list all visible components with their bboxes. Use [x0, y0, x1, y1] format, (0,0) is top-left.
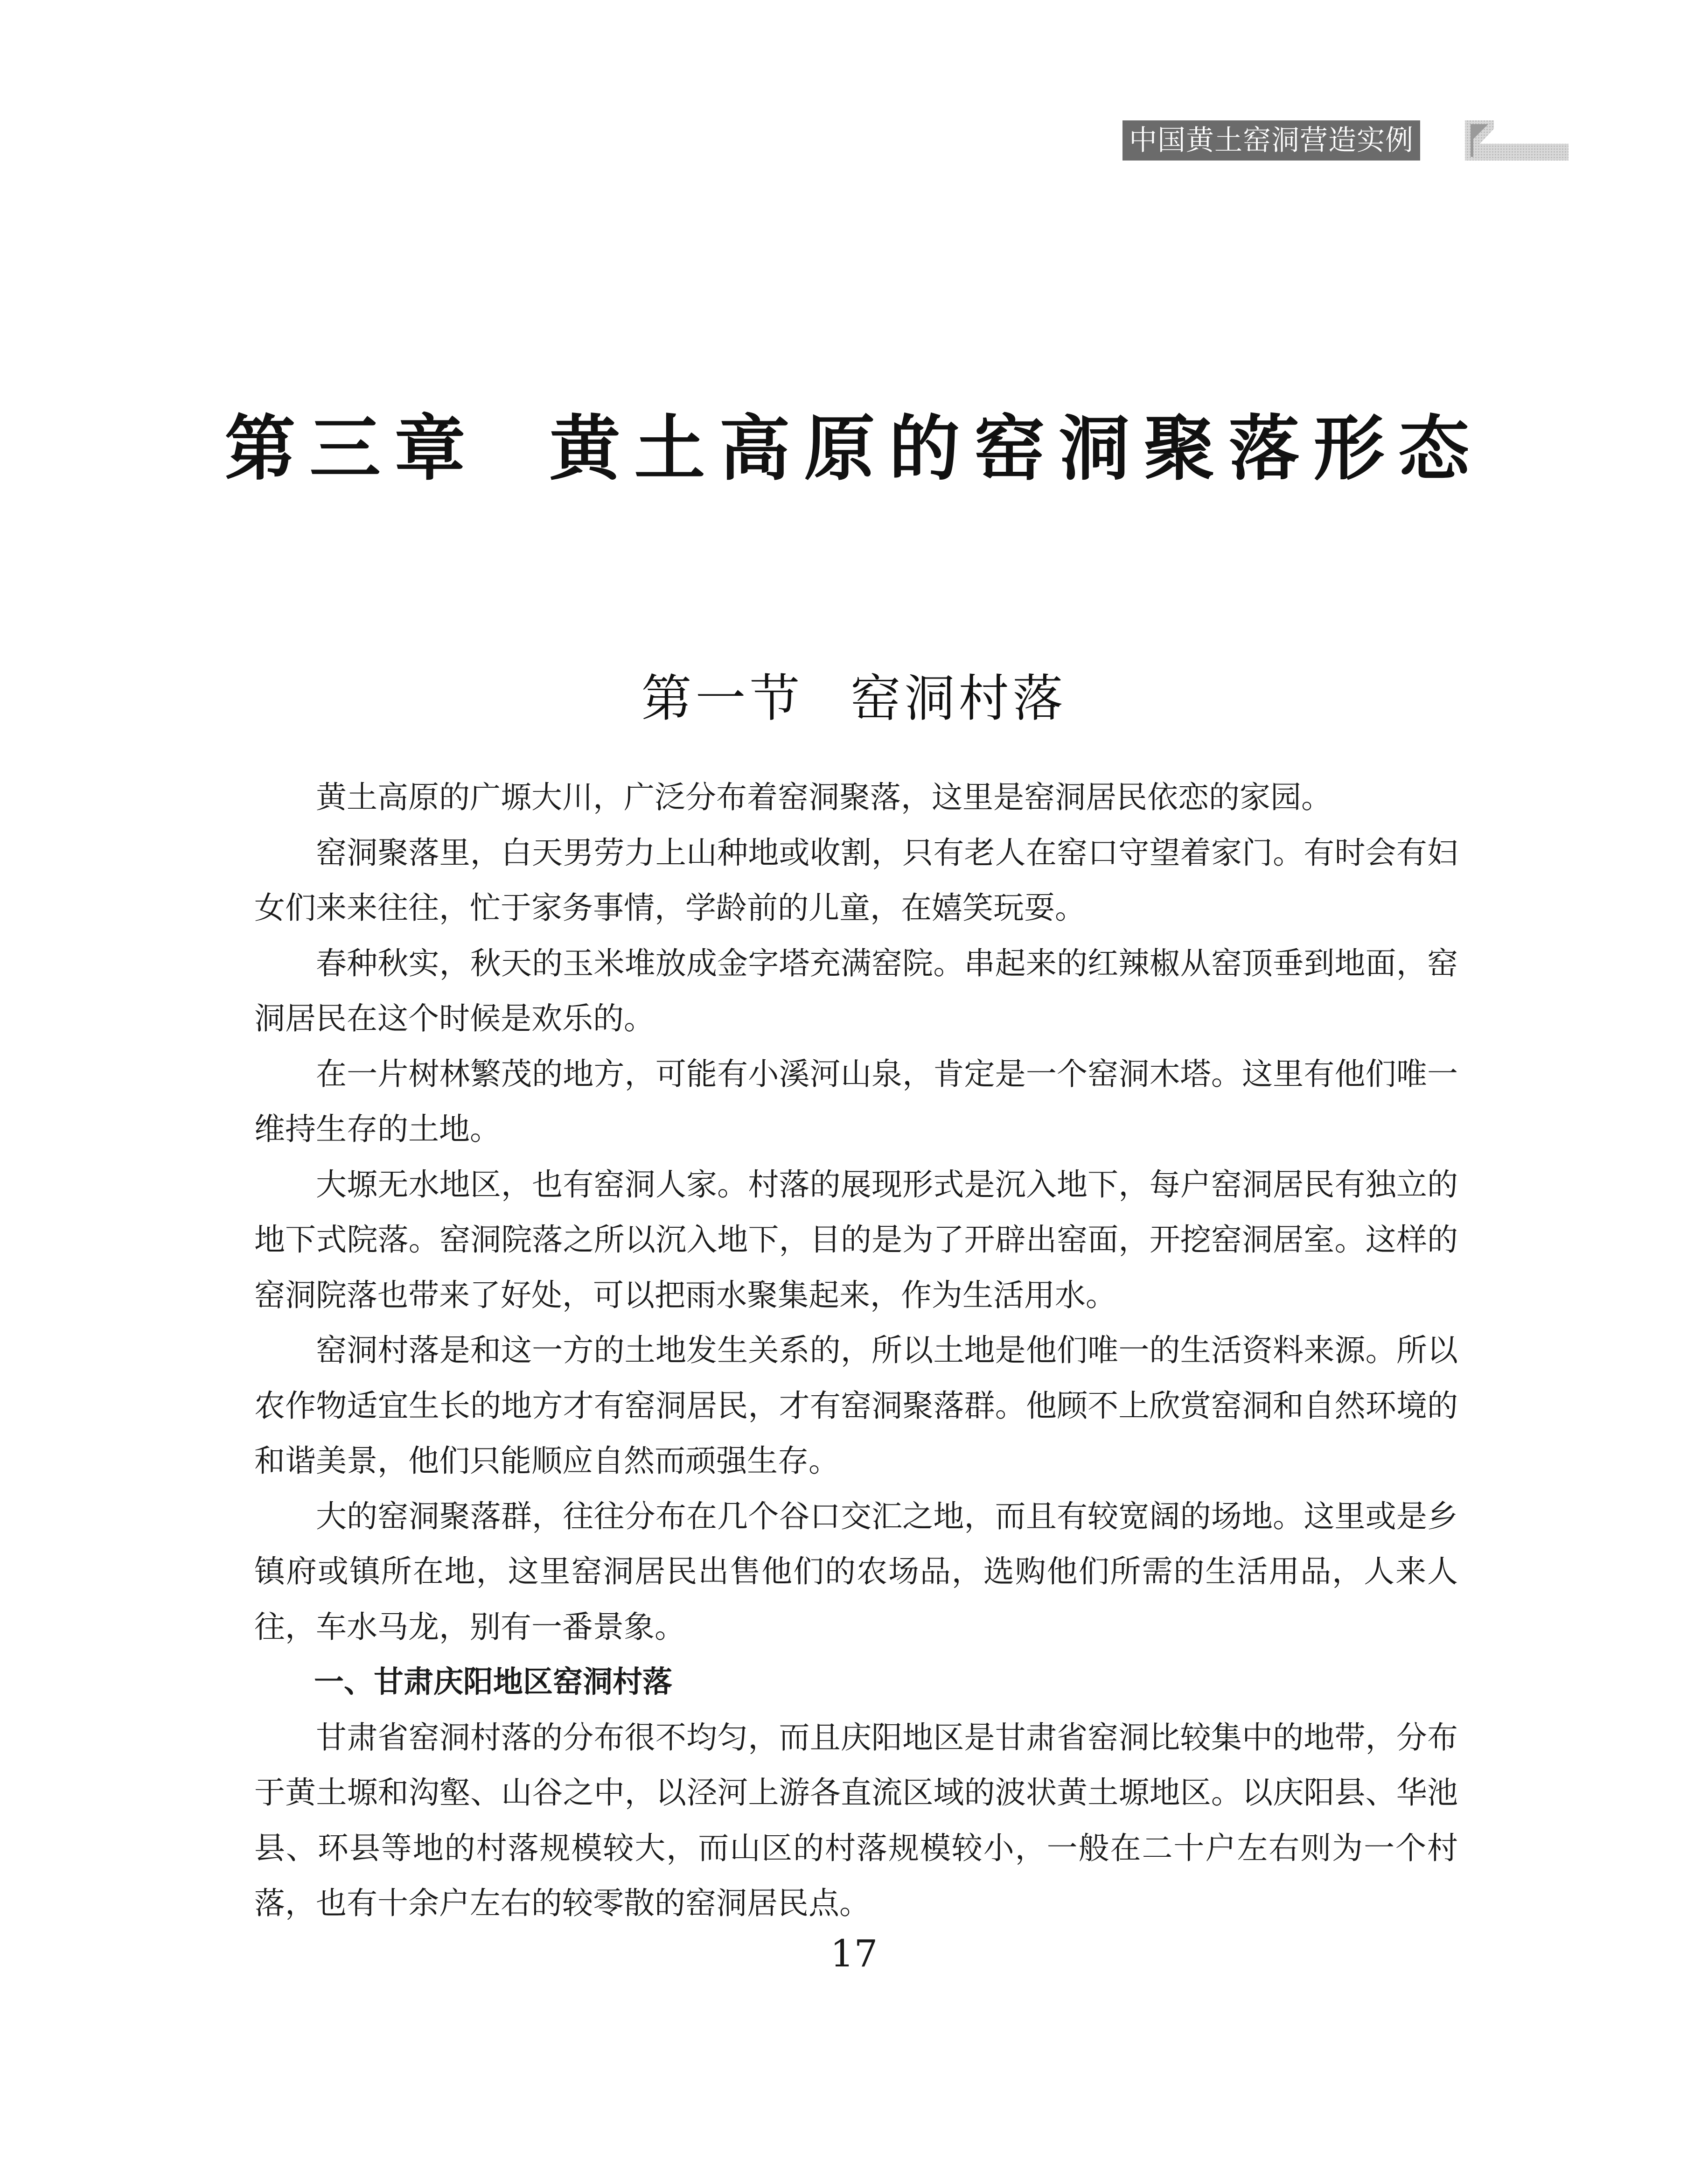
running-header-title: 中国黄土窑洞营造实例 — [1122, 120, 1420, 161]
paragraph: 甘肃省窑洞村落的分布很不均匀，而且庆阳地区是甘肃省窑洞比较集中的地带，分布于黄土塬和沟壑、山谷之中，以泾河上游各直流区域的波状黄土塬地区。以庆阳县、华池县、环县等地的村落规模较大，而山区的村落规模较小，一般在二十户左右则为一个村落，也有十余户左右的较零散的窑洞居民点。 — [254, 1719, 1458, 1921]
section-name: 窑洞村落 — [850, 670, 1067, 728]
paragraph: 黄土高原的广塬大川，广泛分布着窑洞聚落，这里是窑洞居民依恋的家园。 — [316, 779, 1332, 815]
chapter-name: 黄土高原的窑洞聚落形态 — [549, 406, 1484, 490]
paragraph: 窑洞聚落里，白天男劳力上山种地或收割，只有老人在窑口守望着家门。有时会有妇女们来来往往，忙于家务事情，学龄前的儿童，在嬉笑玩耍。 — [254, 834, 1458, 926]
paragraph: 在一片树林繁茂的地方，可能有小溪河山泉，肯定是一个窑洞木塔。这里有他们唯一维持生存的土地。 — [254, 1056, 1458, 1147]
chapter-number: 第三章 — [224, 406, 480, 490]
section-number: 第一节 — [641, 670, 804, 728]
body-text — [254, 770, 1458, 1931]
chapter-title — [0, 392, 1708, 494]
section-title — [0, 658, 1708, 730]
subsection-heading: 一、甘肃庆阳地区窑洞村落 — [314, 1665, 672, 1699]
running-header — [1122, 120, 1569, 161]
paragraph: 大的窑洞聚落群，往往分布在几个谷口交汇之地，而且有较宽阔的场地。这里或是乡镇府或镇所在地，这里窑洞居民出售他们的农场品，选购他们所需的生活用品，人来人往，车水马龙，别有一番景象。 — [254, 1498, 1458, 1645]
page-number: 17 — [830, 1932, 878, 1975]
header-corner-mark-icon — [1461, 120, 1569, 161]
paragraph: 窑洞村落是和这一方的土地发生关系的，所以土地是他们唯一的生活资料来源。所以农作物适宜生长的地方才有窑洞居民，才有窑洞聚落群。他顾不上欣赏窑洞和自然环境的和谐美景，他们只能顺应自然而顽强生存。 — [254, 1332, 1458, 1479]
paragraph: 大塬无水地区，也有窑洞人家。村落的展现形式是沉入地下，每户窑洞居民有独立的地下式院落。窑洞院落之所以沉入地下，目的是为了开辟出窑面，开挖窑洞居室。这样的窑洞院落也带来了好处，可以把雨水聚集起来，作为生活用水。 — [254, 1166, 1458, 1313]
paragraph: 春种秋实，秋天的玉米堆放成金字塔充满窑院。串起来的红辣椒从窑顶垂到地面，窑洞居民在这个时候是欢乐的。 — [254, 945, 1458, 1036]
